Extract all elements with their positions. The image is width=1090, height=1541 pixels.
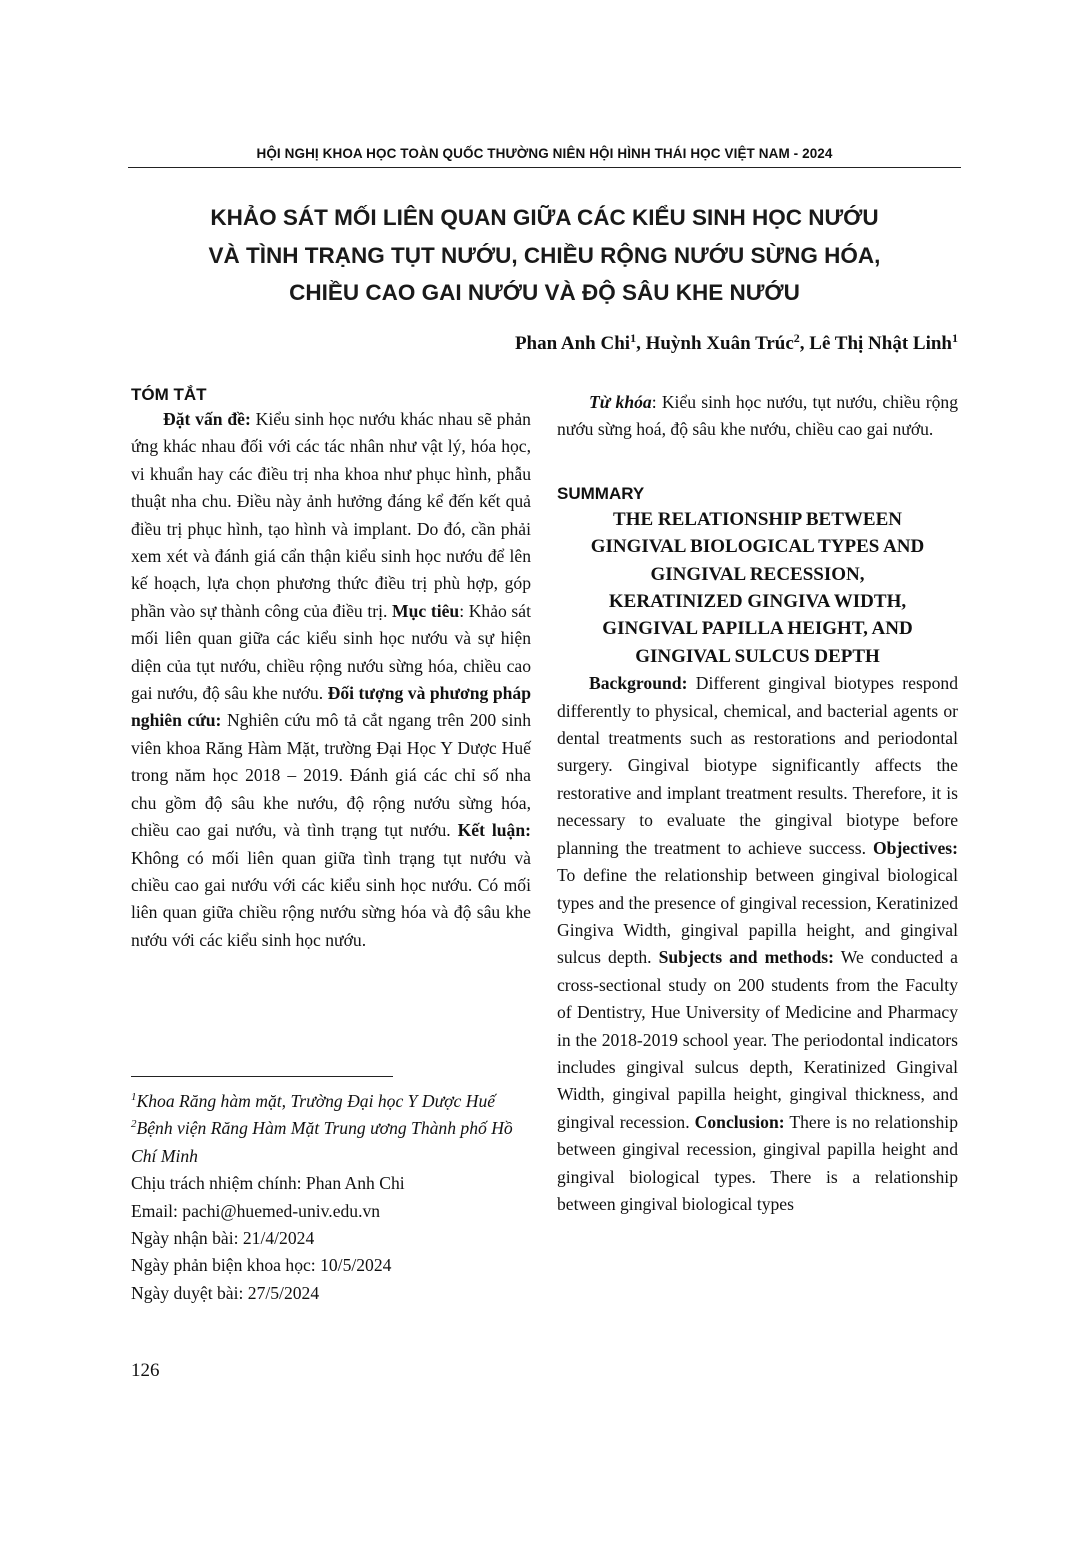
- background-text: Kiểu sinh học nướu khác nhau sẽ phản ứng khác nhau đối với các tác nhân như vật lý, hóa học, vi khuẩn hay các điều trị nha khoa như phục hình, phẫu thuật nha chu. Điều này ảnh hưởng đáng kể đến kết quả điều trị phục hình, tạo hình và implant. Do đó, cần phải xem xét và đánh giá cẩn thận kiểu sinh học nướu để lên kế hoạch, lựa chọn phương thức điều trị phù hợp, góp phần vào sự thành công của điều trị.: [131, 409, 531, 621]
- author-affiliation-mark: 1: [630, 331, 637, 345]
- email: Email: pachi@huemed-univ.edu.vn: [131, 1200, 381, 1221]
- english-title: [557, 506, 958, 670]
- author-list: [515, 333, 958, 355]
- keywords-text: : Kiểu sinh học nướu, tụt nướu, chiều rộng nướu sừng hoá, độ sâu khe nướu, chiều cao gai nướu.: [557, 392, 958, 440]
- objectives-text: To define the relationship between gingival biological types and the presence of gingival recession, Keratinized Gingiva Width, gingival papilla height, and gingival sulcus depth.: [557, 865, 958, 968]
- header-rule: [128, 167, 961, 168]
- abstract-vi-heading: TÓM TẮT: [131, 385, 207, 404]
- author-name: Lê Thị Nhật Linh: [809, 333, 952, 354]
- background-text: Different gingival biotypes respond differently to physical, chemical, and bacterial agents or dental treatments such as restorations and periodontal surgery. Gingival biotype significantly affects the restorative and implant treatment results. Therefore, it is necessary to evaluate the gingival biotype before planning the treatment to achieve success.: [557, 673, 958, 858]
- methods-text: Nghiên cứu mô tả cắt ngang trên 200 sinh viên khoa Răng Hàm Mặt, trường Đại Học Y Dược Huế trong năm học 2018 – 2019. Đánh giá các chỉ số nha chu gồm độ sâu khe nướu, độ rộng nướu sừng hóa, chiều cao gai nướu, và tình trạng tụt nướu.: [131, 710, 531, 841]
- methods-label: Subjects and methods:: [658, 947, 835, 968]
- page-number: 126: [131, 1360, 160, 1381]
- methods-text: We conducted a cross-sectional study on 200 students from the Faculty of Dentistry, Hue University of Medicine and Pharmacy in the 2018-2019 school year. The periodontal indicators includes gingival sulcus depth, Keratinized Gingival Width, gingival papilla height, gingival thickness, and gingival recession.: [557, 947, 958, 1132]
- english-title-line: GINGIVAL PAPILLA HEIGHT, AND: [602, 618, 913, 640]
- title-line: KHẢO SÁT MỐI LIÊN QUAN GIỮA CÁC KIỂU SINH HỌC NƯỚU: [210, 205, 879, 230]
- objectives-label: Objectives:: [872, 837, 958, 858]
- affiliation-2: [131, 1115, 533, 1170]
- author-affiliation-mark: 2: [793, 331, 800, 345]
- author-separator: ,: [799, 333, 810, 354]
- english-title-line: GINGIVAL RECESSION,: [650, 563, 865, 585]
- left-column: [131, 385, 531, 954]
- affiliation-mark: 1: [131, 1091, 137, 1103]
- accepted-date: Ngày duyệt bài: 27/5/2024: [131, 1282, 320, 1303]
- article-title: [128, 199, 961, 312]
- english-title-line: GINGIVAL SULCUS DEPTH: [635, 645, 880, 667]
- methods-label: Đối tượng và phương pháp nghiên cứu:: [131, 683, 532, 731]
- affiliation-text: Khoa Răng hàm mặt, Trường Đại học Y Dược Huế: [136, 1091, 496, 1111]
- english-title-line: KERATINIZED GINGIVA WIDTH,: [608, 591, 907, 613]
- received-date: Ngày nhận bài: 21/4/2024: [131, 1228, 315, 1249]
- summary-body: [557, 670, 958, 1218]
- english-title-line: GINGIVAL BIOLOGICAL TYPES AND: [590, 536, 925, 558]
- corresponding-author: Chịu trách nhiệm chính: Phan Anh Chi: [131, 1173, 405, 1194]
- conclusion-label: Conclusion:: [694, 1111, 785, 1132]
- abstract-vi-body: [131, 406, 531, 954]
- keywords-label: Từ khóa: [589, 392, 652, 412]
- conclusion-text: Không có mối liên quan giữa tình trạng tụt nướu và chiều cao gai nướu với các kiểu sinh học nướu. Có mối liên quan giữa chiều rộng nướu sừng hóa và độ sâu khe nướu với các kiểu sinh học nướu.: [131, 847, 531, 950]
- background-label: Background:: [589, 673, 688, 694]
- background-label: Đặt vấn đề:: [163, 409, 251, 429]
- author-separator: ,: [636, 333, 646, 354]
- objective-text: : Khảo sát mối liên quan giữa các kiểu sinh học nướu và sự hiện diện của tụt nướu, chiều rộng nướu sừng hóa, chiều cao gai nướu, độ sâu khe nướu.: [131, 600, 531, 704]
- english-title-line: THE RELATIONSHIP BETWEEN: [613, 508, 902, 530]
- objective-label: Mục tiêu: [392, 600, 460, 621]
- keywords: [557, 389, 958, 444]
- summary-heading: SUMMARY: [557, 483, 645, 503]
- author-name: Phan Anh Chi: [514, 333, 631, 354]
- conclusion-label: Kết luận:: [457, 820, 531, 841]
- right-column: [557, 389, 958, 1218]
- review-date: Ngày phản biện khoa học: 10/5/2024: [131, 1255, 392, 1276]
- footnotes: [131, 1088, 533, 1307]
- running-header: HỘI NGHỊ KHOA HỌC TOÀN QUỐC THƯỜNG NIÊN HỘI HÌNH THÁI HỌC VIỆT NAM - 2024: [256, 146, 833, 161]
- conclusion-text: There is no relationship between gingival recession, gingival papilla height and gingival biological types. There is a relationship between gingival biological types: [557, 1111, 958, 1214]
- title-line: VÀ TÌNH TRẠNG TỤT NƯỚU, CHIỀU RỘNG NƯỚU SỪNG HÓA,: [208, 242, 881, 268]
- footnote-rule: [131, 1076, 393, 1077]
- author-affiliation-mark: 1: [952, 331, 958, 345]
- affiliation-mark: 2: [131, 1118, 137, 1131]
- affiliation-text: Bệnh viện Răng Hàm Mặt Trung ương Thành phố Hồ Chí Minh: [131, 1118, 513, 1166]
- author-name: Huỳnh Xuân Trúc: [645, 333, 794, 354]
- affiliation-1: [131, 1088, 533, 1115]
- title-line: CHIỀU CAO GAI NƯỚU VÀ ĐỘ SÂU KHE NƯỚU: [289, 280, 800, 305]
